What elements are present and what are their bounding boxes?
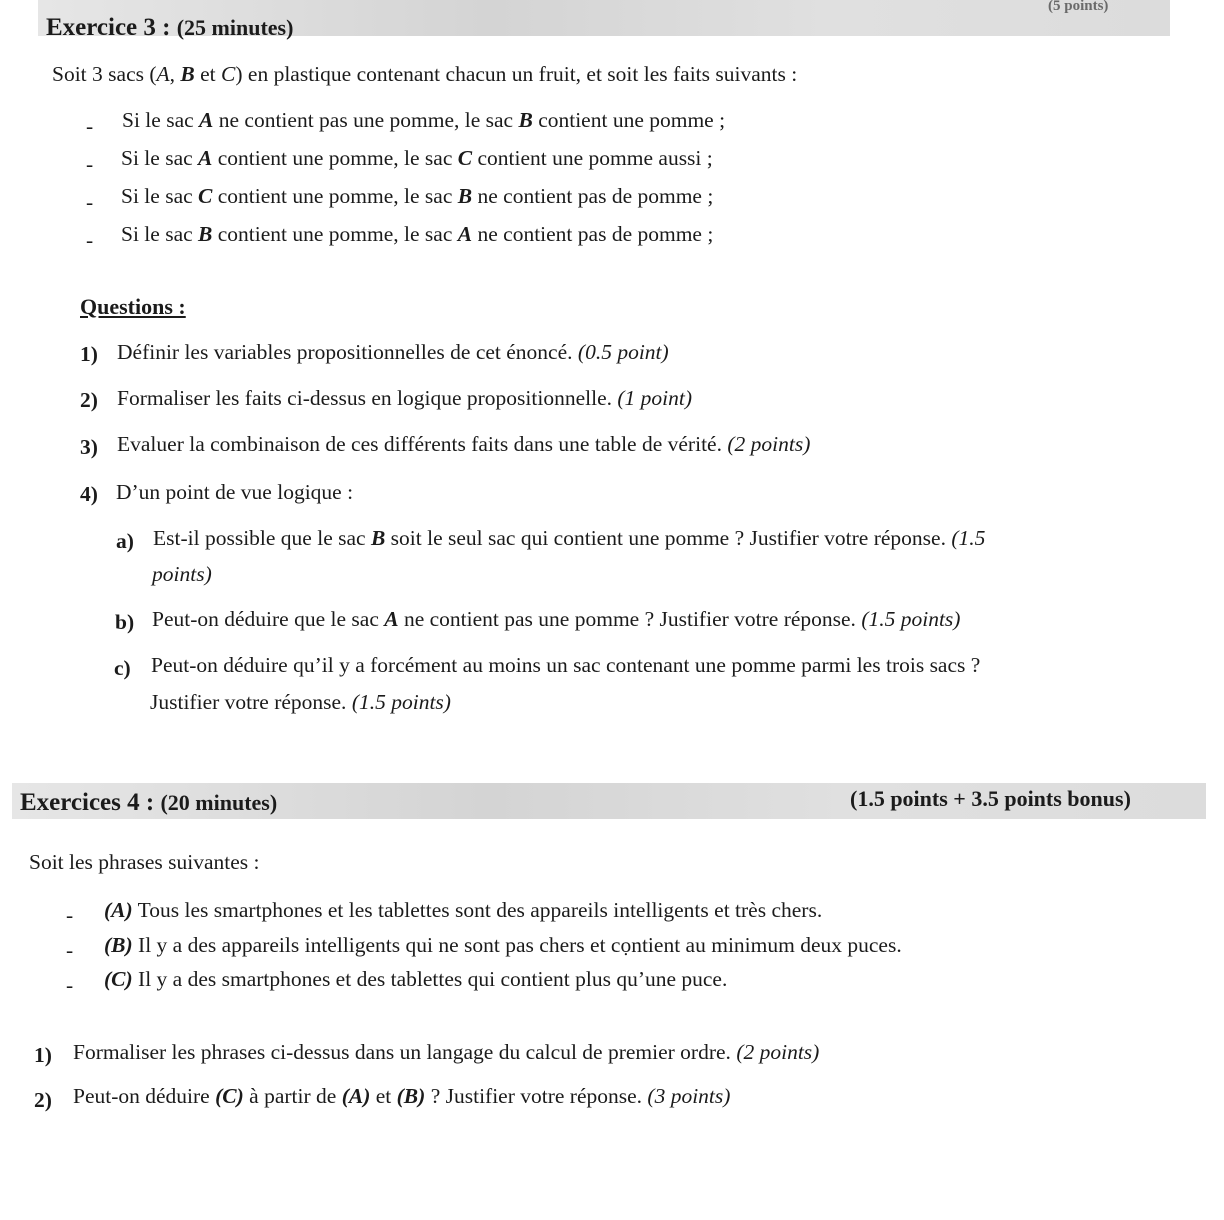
bullet: - bbox=[86, 228, 94, 252]
exercise-4-title bbox=[20, 789, 277, 817]
bullet: - bbox=[86, 152, 94, 176]
questions-heading: Questions : bbox=[80, 294, 186, 319]
question-points: (3 points) bbox=[647, 1084, 731, 1108]
fact-text: contient une pomme, le sac bbox=[212, 222, 458, 246]
question-text: D’un point de vue logique : bbox=[116, 480, 354, 504]
fact-text: Si le sac bbox=[122, 108, 200, 132]
question-points: (1.5 bbox=[951, 526, 986, 550]
question-text: à partir de bbox=[243, 1084, 342, 1108]
bullet: - bbox=[66, 938, 74, 962]
fact-text: ne contient pas une pomme, le sac bbox=[213, 108, 519, 132]
fact-text: contient une pomme, le sac bbox=[212, 184, 458, 208]
phrase-ref: (C) bbox=[215, 1084, 244, 1108]
sub-question-c: Peut-on déduire qu’il y a forcément au moins un sac contenant une pomme parmi les trois sacs ? bbox=[151, 653, 981, 677]
phrase-c bbox=[104, 969, 727, 991]
question-points: (0.5 point) bbox=[577, 340, 669, 364]
question-points: (2 points) bbox=[736, 1040, 820, 1064]
fact-text: contient une pomme, le sac bbox=[212, 146, 458, 170]
exercise-4-duration: (20 minutes) bbox=[160, 790, 278, 815]
fact-var: C bbox=[457, 146, 473, 170]
fact-text: contient une pomme ; bbox=[532, 108, 726, 132]
question-text: Peut-on déduire bbox=[73, 1084, 216, 1108]
phrase-b bbox=[104, 935, 902, 957]
fact-2 bbox=[121, 148, 713, 170]
question-2-number: 2) bbox=[80, 388, 98, 412]
phrase-text: Il y a des appareils intelligents qui ne sont pas chers et cọntient au minimum deux puces. bbox=[132, 933, 902, 957]
exercise-3-duration: (25 minutes) bbox=[176, 15, 294, 40]
phrase-a bbox=[104, 900, 822, 922]
question-3 bbox=[117, 434, 810, 456]
fact-var: B bbox=[457, 184, 473, 208]
fact-var: A bbox=[199, 108, 214, 132]
bullet: - bbox=[86, 114, 94, 138]
question-4-number: 4) bbox=[80, 482, 98, 506]
fact-var: B bbox=[518, 108, 533, 132]
fact-var: C bbox=[198, 184, 213, 208]
sub-question-b-number: b) bbox=[115, 610, 135, 634]
fact-1 bbox=[122, 110, 725, 132]
question-text: Justifier votre réponse. bbox=[150, 690, 352, 714]
phrase-ref: (B) bbox=[396, 1084, 426, 1108]
exercise-3-label: Exercice 3 : bbox=[46, 14, 177, 41]
exercise-3-points: (5 points) bbox=[1048, 0, 1109, 14]
phrase-label: (B) bbox=[104, 933, 133, 957]
var-c: C bbox=[221, 62, 236, 86]
question-text: ? Justifier votre réponse. bbox=[425, 1084, 648, 1108]
question-text: soit le seul sac qui contient une pomme ? Justifier votre réponse. bbox=[385, 526, 952, 550]
sub-question-c-cont bbox=[150, 692, 451, 714]
fact-var: A bbox=[198, 146, 213, 170]
intro-text: Soit 3 sacs ( bbox=[52, 62, 157, 86]
phrase-text: Tous les smartphones et les tablettes sont des appareils intelligents et très chers. bbox=[132, 898, 823, 922]
bullet: - bbox=[86, 190, 94, 214]
exercise-4-points: (1.5 points + 3.5 points bonus) bbox=[850, 786, 1131, 811]
fact-text: ne contient pas de pomme ; bbox=[472, 184, 714, 208]
var-a: A bbox=[156, 62, 170, 86]
exercise-4-intro: Soit les phrases suivantes : bbox=[29, 850, 260, 874]
question-points: (1 point) bbox=[617, 386, 693, 410]
fact-text: contient une pomme aussi ; bbox=[472, 146, 713, 170]
question-text: ne contient pas une pomme ? Justifier votre réponse. bbox=[398, 607, 862, 631]
question-text: Définir les variables propositionnelles de cet énoncé. bbox=[117, 340, 578, 364]
question-points: (1.5 points) bbox=[861, 607, 961, 631]
sub-question-b bbox=[152, 609, 960, 631]
sub-question-a-number: a) bbox=[116, 529, 134, 553]
question-points: (2 points) bbox=[727, 432, 811, 456]
phrase-label: (C) bbox=[104, 967, 133, 991]
question-text: Formaliser les faits ci-dessus en logique propositionnelle. bbox=[117, 386, 618, 410]
bullet: - bbox=[66, 903, 74, 927]
exercise-3-intro bbox=[52, 64, 797, 86]
bullet: - bbox=[66, 973, 74, 997]
fact-text: ne contient pas de pomme ; bbox=[472, 222, 714, 246]
fact-3 bbox=[121, 186, 713, 208]
phrase-ref: (A) bbox=[341, 1084, 371, 1108]
phrase-text: Il y a des smartphones et des tablettes qui contient plus qu’une puce. bbox=[132, 967, 728, 991]
question-1 bbox=[117, 342, 669, 364]
question-4 bbox=[116, 482, 353, 504]
fact-text: Si le sac bbox=[121, 146, 199, 170]
ex4-question-2-number: 2) bbox=[34, 1088, 52, 1112]
fact-4 bbox=[121, 224, 713, 246]
sub-question-c-number: c) bbox=[114, 656, 131, 680]
question-text: Formaliser les phrases ci-dessus dans un langage du calcul de premier ordre. bbox=[73, 1040, 737, 1064]
intro-text: , bbox=[169, 62, 181, 86]
question-1-number: 1) bbox=[80, 342, 98, 366]
fact-var: A bbox=[457, 222, 473, 246]
exercise-3-title bbox=[46, 14, 293, 42]
intro-text: ) en plastique contenant chacun un fruit, et soit les faits suivants : bbox=[235, 62, 798, 86]
question-text: Est-il possible que le sac bbox=[153, 526, 371, 550]
fact-text: Si le sac bbox=[121, 222, 199, 246]
ex4-question-1-number: 1) bbox=[34, 1043, 52, 1067]
question-text: et bbox=[370, 1084, 397, 1108]
var-a: A bbox=[384, 607, 399, 631]
question-points: (1.5 points) bbox=[351, 690, 451, 714]
question-2 bbox=[117, 388, 692, 410]
question-3-number: 3) bbox=[80, 435, 98, 459]
intro-text: et bbox=[194, 62, 222, 86]
phrase-label: (A) bbox=[104, 898, 133, 922]
ex4-question-1 bbox=[73, 1042, 819, 1064]
ex4-question-2 bbox=[73, 1086, 730, 1108]
exercise-4-label: Exercices 4 : bbox=[20, 789, 161, 816]
question-text: Evaluer la combinaison de ces différents faits dans une table de vérité. bbox=[117, 432, 728, 456]
var-b: B bbox=[180, 62, 195, 86]
fact-text: Si le sac bbox=[121, 184, 199, 208]
sub-question-a bbox=[153, 528, 985, 550]
fact-var: B bbox=[198, 222, 213, 246]
sub-question-a-points-cont: points) bbox=[152, 562, 212, 586]
var-b: B bbox=[370, 526, 386, 550]
question-text: Peut-on déduire que le sac bbox=[152, 607, 385, 631]
